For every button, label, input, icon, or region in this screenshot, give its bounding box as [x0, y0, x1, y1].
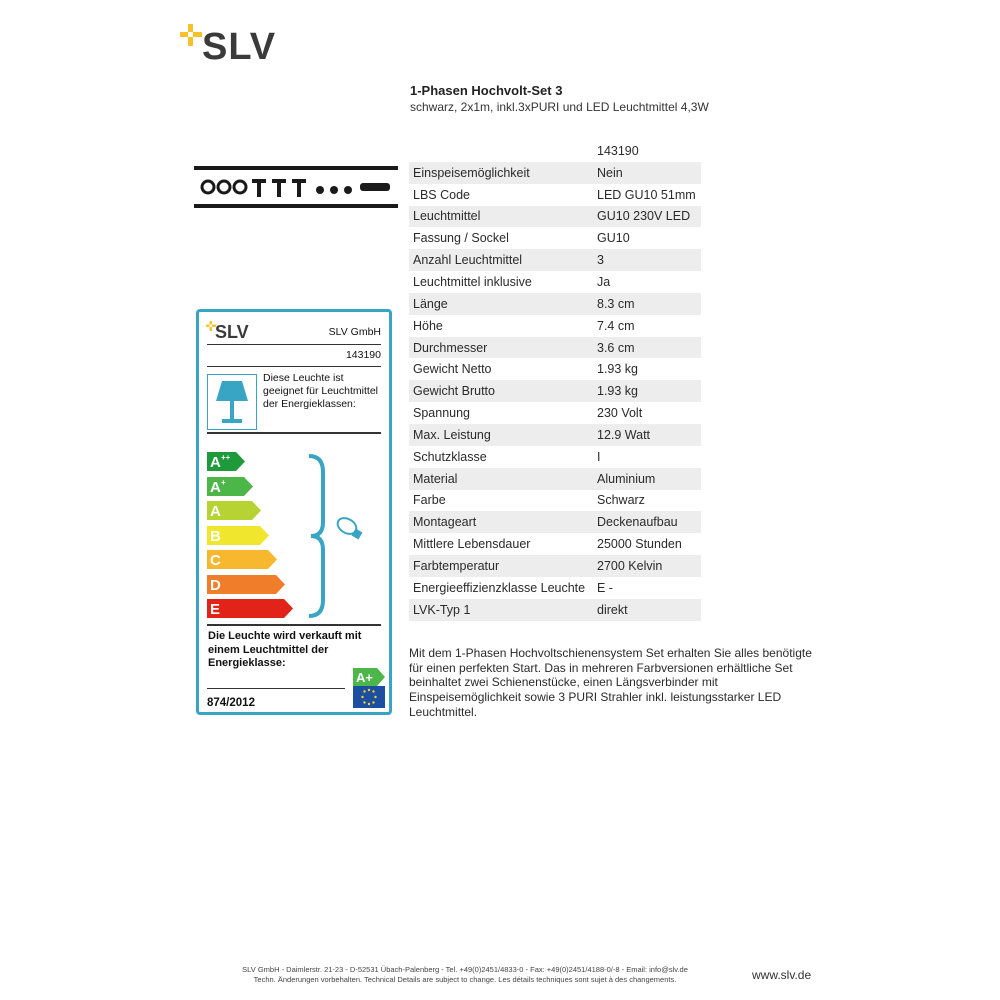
energy-class-label: E	[210, 601, 221, 618]
spec-value: 8.3 cm	[593, 293, 701, 315]
footer-address: SLV GmbH - Daimlerstr. 21-23 - D-52531 Übach-Palenberg - Tel. +49(0)2451/4833-0 - Fax: +49(0)2451/4188-0/-8 - Email: info@slv.de	[242, 965, 688, 974]
sold-class-text: A+	[356, 670, 373, 685]
spec-label: Farbe	[413, 493, 446, 508]
spec-row	[409, 402, 701, 424]
energy-class-label: A	[210, 478, 221, 496]
spec-label: Max. Leistung	[409, 424, 593, 446]
spec-row	[409, 337, 701, 359]
spec-value: Aluminium	[593, 468, 701, 490]
footer-disclaimer: Techn. Änderungen vorbehalten. Technical Details are subject to change. Les détails techniques sont sujet à des changements.	[253, 975, 677, 984]
energy-class-sup: ++	[221, 453, 231, 462]
spec-value: 7.4 cm	[597, 318, 635, 333]
spec-row	[409, 577, 701, 599]
spec-row	[409, 249, 701, 271]
spec-value: 3	[593, 249, 701, 271]
spec-row	[409, 380, 701, 402]
spec-label: Fassung / Sockel	[413, 231, 509, 246]
spec-header-row	[409, 140, 701, 162]
divider	[207, 688, 345, 689]
spec-row	[409, 490, 701, 512]
spec-value: GU10	[597, 231, 630, 246]
label-regulation: 874/2012	[207, 697, 255, 709]
spec-row	[409, 446, 701, 468]
spec-value: Deckenaufbau	[593, 511, 701, 533]
spec-row	[409, 468, 701, 490]
spec-row	[409, 227, 701, 249]
label-sold-text: Die Leuchte wird verkauft mit einem Leuchtmittel der Energieklasse:	[208, 630, 362, 669]
energy-class-arrow	[207, 526, 269, 545]
spec-row	[409, 533, 701, 555]
spec-value: direkt	[593, 599, 701, 621]
energy-class-arrow	[207, 575, 285, 594]
spec-row	[409, 511, 701, 533]
spec-label: Material	[409, 468, 593, 490]
eu-flag-icon	[353, 686, 385, 708]
spec-row	[409, 162, 701, 184]
spec-label: LBS Code	[413, 187, 470, 202]
energy-class-label: A	[210, 503, 221, 520]
product-image	[192, 165, 400, 211]
energy-class-sup: +	[221, 477, 226, 487]
energy-class-arrow	[207, 599, 293, 618]
spec-row	[409, 315, 701, 337]
energy-class-arrow	[207, 550, 277, 569]
brand-name: SLV	[202, 26, 277, 68]
spec-value: 12.9 Watt	[593, 424, 701, 446]
spec-label: LVK-Typ 1	[409, 599, 593, 621]
product-description: Mit dem 1-Phasen Hochvoltschienensystem Set erhalten Sie alles benötigte für einen perfekten Start. Das in mehreren Farbversionen erhältliche Set beinhaltet zwei Schienenstücke, einen Längsverbinder mit Einspeisemöglichkeit sowie 3 PURI Strahler inkl. leistungsstarker LED Leuchtmittel.	[409, 646, 812, 719]
spec-label: Leuchtmittel inklusive	[413, 274, 532, 289]
spec-value: 25000 Stunden	[597, 537, 682, 552]
spec-value: LED GU10 51mm	[597, 187, 696, 202]
spec-value: 2700 Kelvin	[593, 555, 701, 577]
spec-value: 230 Volt	[597, 406, 643, 421]
spec-label: Höhe	[413, 318, 443, 333]
article-number: 143190	[593, 140, 701, 162]
bracket-icon	[303, 452, 375, 620]
spec-label: Durchmesser	[409, 337, 593, 359]
energy-class-arrow	[207, 477, 253, 496]
divider	[207, 624, 381, 626]
spec-value: 3.6 cm	[593, 337, 701, 359]
spec-label: Mittlere Lebensdauer	[413, 537, 531, 552]
spec-row	[409, 271, 701, 293]
label-company: SLV GmbH	[328, 326, 381, 338]
spec-value: Ja	[597, 274, 611, 289]
spec-label: Schutzklasse	[413, 449, 487, 464]
spec-label: Farbtemperatur	[409, 555, 593, 577]
label-article-code: 143190	[345, 349, 381, 361]
spec-label: Spannung	[413, 406, 471, 421]
energy-label	[196, 309, 392, 715]
lamp-icon	[207, 374, 257, 430]
spec-label: Anzahl Leuchtmittel	[409, 249, 593, 271]
spec-value: E -	[597, 580, 613, 595]
spec-label: Montageart	[409, 511, 593, 533]
energy-class-label: A	[210, 454, 221, 471]
spec-value: I	[597, 449, 601, 464]
spec-value: Nein	[593, 162, 701, 184]
energy-class-label: B	[210, 527, 221, 545]
divider	[207, 344, 381, 345]
divider	[207, 432, 381, 434]
spec-value: 1.93 kg	[597, 362, 639, 377]
spark-icon	[178, 22, 204, 48]
product-title: 1-Phasen Hochvolt-Set 3	[410, 83, 563, 98]
spec-label: Länge	[409, 293, 593, 315]
slv-logo	[178, 22, 288, 72]
spec-label: Energieeffizienzklasse Leuchte	[413, 580, 586, 595]
label-logo	[205, 320, 255, 344]
footer-website: www.slv.de	[752, 968, 812, 982]
spec-label: Gewicht Brutto	[409, 380, 593, 402]
spec-row	[409, 424, 701, 446]
energy-class-arrow	[207, 452, 245, 471]
spec-row	[409, 599, 701, 621]
energy-class-label: C	[210, 552, 221, 569]
divider	[207, 366, 381, 367]
spec-row	[409, 206, 701, 228]
spec-table	[409, 140, 701, 621]
sold-class-badge	[353, 668, 385, 686]
spec-value: GU10 230V LED	[593, 206, 701, 228]
spec-label: Leuchtmittel	[409, 206, 593, 228]
spec-row	[409, 184, 701, 206]
product-subtitle: schwarz, 2x1m, inkl.3xPURI und LED Leuchtmittel 4,3W	[410, 100, 709, 114]
label-brand: SLV	[215, 322, 249, 342]
energy-class-label: D	[210, 576, 221, 594]
label-suitable-text: Diese Leuchte ist geeignet für Leuchtmittel der Energieklassen:	[263, 372, 378, 410]
spec-row	[409, 358, 701, 380]
spec-label: Einspeisemöglichkeit	[409, 162, 593, 184]
spec-row	[409, 293, 701, 315]
energy-class-arrow	[207, 501, 261, 520]
spec-value: Schwarz	[597, 493, 645, 508]
spec-value: 1.93 kg	[593, 380, 701, 402]
spec-label: Gewicht Netto	[413, 362, 492, 377]
spec-row	[409, 555, 701, 577]
